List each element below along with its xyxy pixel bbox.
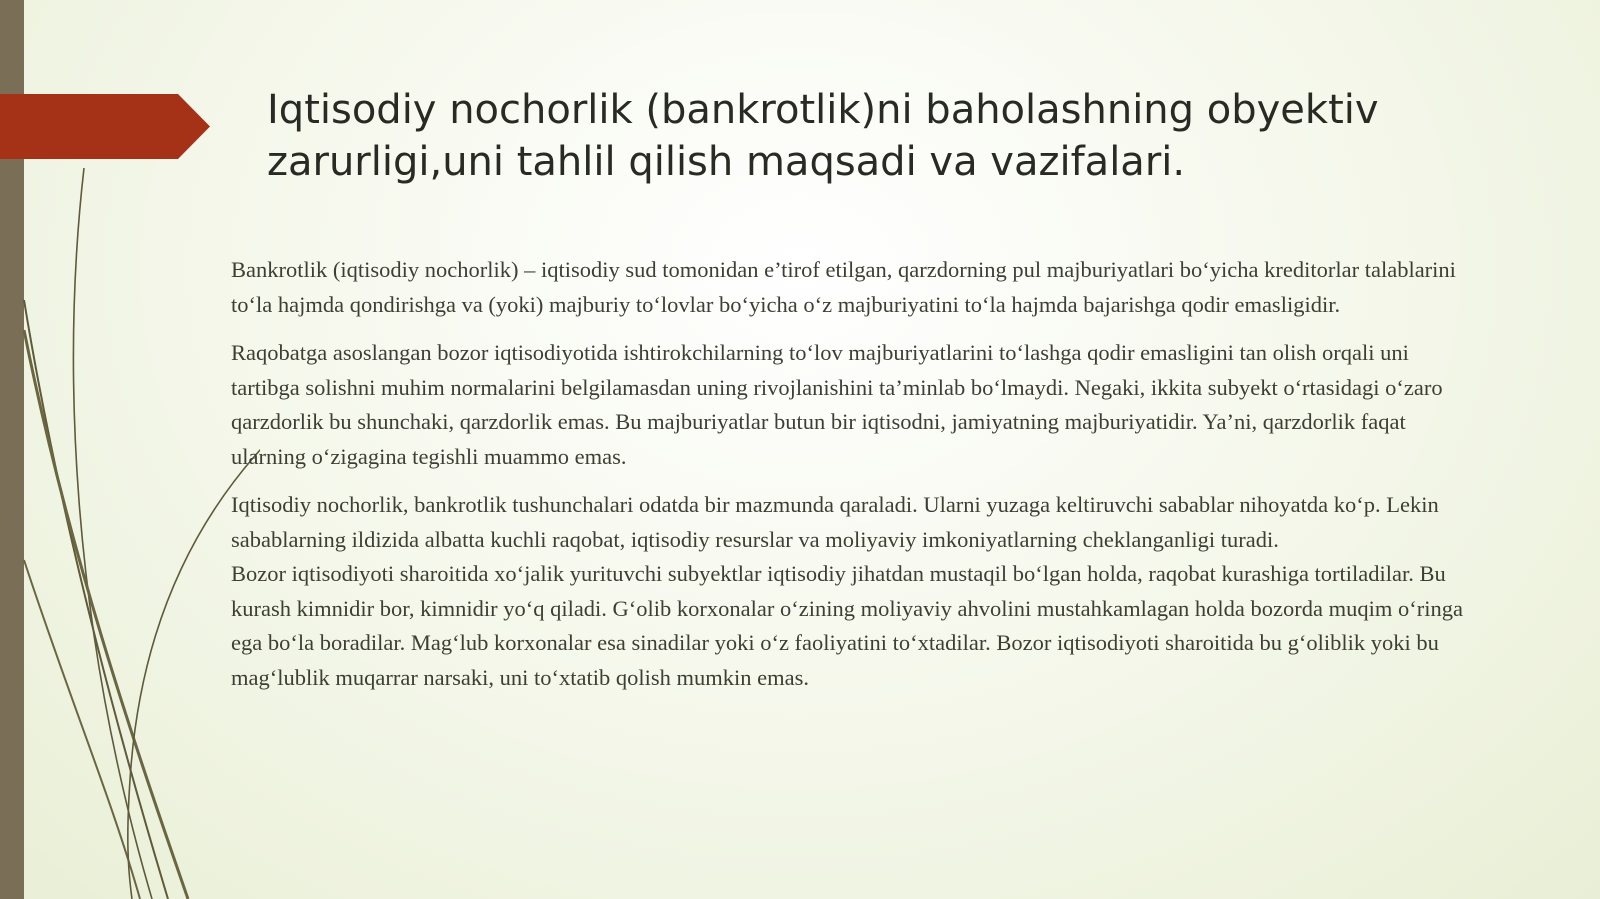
paragraph-bankruptcy-definition: Bankrotlik (iqtisodiy nochorlik) – iqtisodiy sud tomonidan e’tirof etilgan, qarzdorning pul majburiyatlari bo‘yicha kreditorlar talablarini to‘la hajmda qondirishga va (yoki) majburiy to‘lovlar bo‘yicha o‘z majburiyatini to‘la hajmda bajarishga qodir emasligidir. [231,257,1456,317]
paragraph-market-competition: Raqobatga asoslangan bozor iqtisodiyotida ishtirokchilarning to‘lov majburiyatlarini to‘lashga qodir emasligini tan olish orqali uni tartibga solishni muhim normalarini belgilamasdan uning rivojlanishini ta’minlab bo‘lmaydi. Negaki, ikkita subyekt o‘rtasidagi o‘zaro qarzdorlik bu shunchaki, qarzdorlik emas. Bu majburiyatlar butun bir iqtisodni, jamiyatning majburiyatidir. Ya’ni, qarzdorlik faqat ularning o‘zigagina tegishli muammo emas. [231,340,1443,469]
paragraph-insolvency-causes: Iqtisodiy nochorlik, bankrotlik tushunchalari odatda bir mazmunda qaraladi. Ularni yuzaga keltiruvchi sabablar nihoyatda ko‘p. Lekin sabablarning ildizida albatta kuchli raqobat, iqtisodiy resurslar va moliyaviy imkoniyatlarning cheklanganligi turadi. [231,492,1439,552]
arrow-banner [0,94,210,159]
paragraph-market-economy: Bozor iqtisodiyoti sharoitida xo‘jalik yurituvchi subyektlar iqtisodiy jihatdan mustaqil bo‘lgan holda, raqobat kurashiga tortiladilar. Bu kurash kimnidir bor, kimnidir yo‘q qiladi. G‘olib korxonalar o‘zining moliyaviy ahvolini mustahkamlagan holda bozorda muqim o‘ringa ega bo‘la boradilar. Mag‘lub korxonalar esa sinadilar yoki o‘z faoliyatini to‘xtadilar. Bozor iqtisodiyoti sharoitida bu g‘oliblik yoki bu mag‘lublik muqarrar narsaki, uni to‘xtatib qolish mumkin emas. [231,561,1463,690]
slide-body [231,253,1481,695]
slide-title: Iqtisodiy nochorlik (bankrotlik)ni baholashning obyektiv zarurligi,uni tahlil qilish maqsadi va vazifalari. [267,87,1379,185]
